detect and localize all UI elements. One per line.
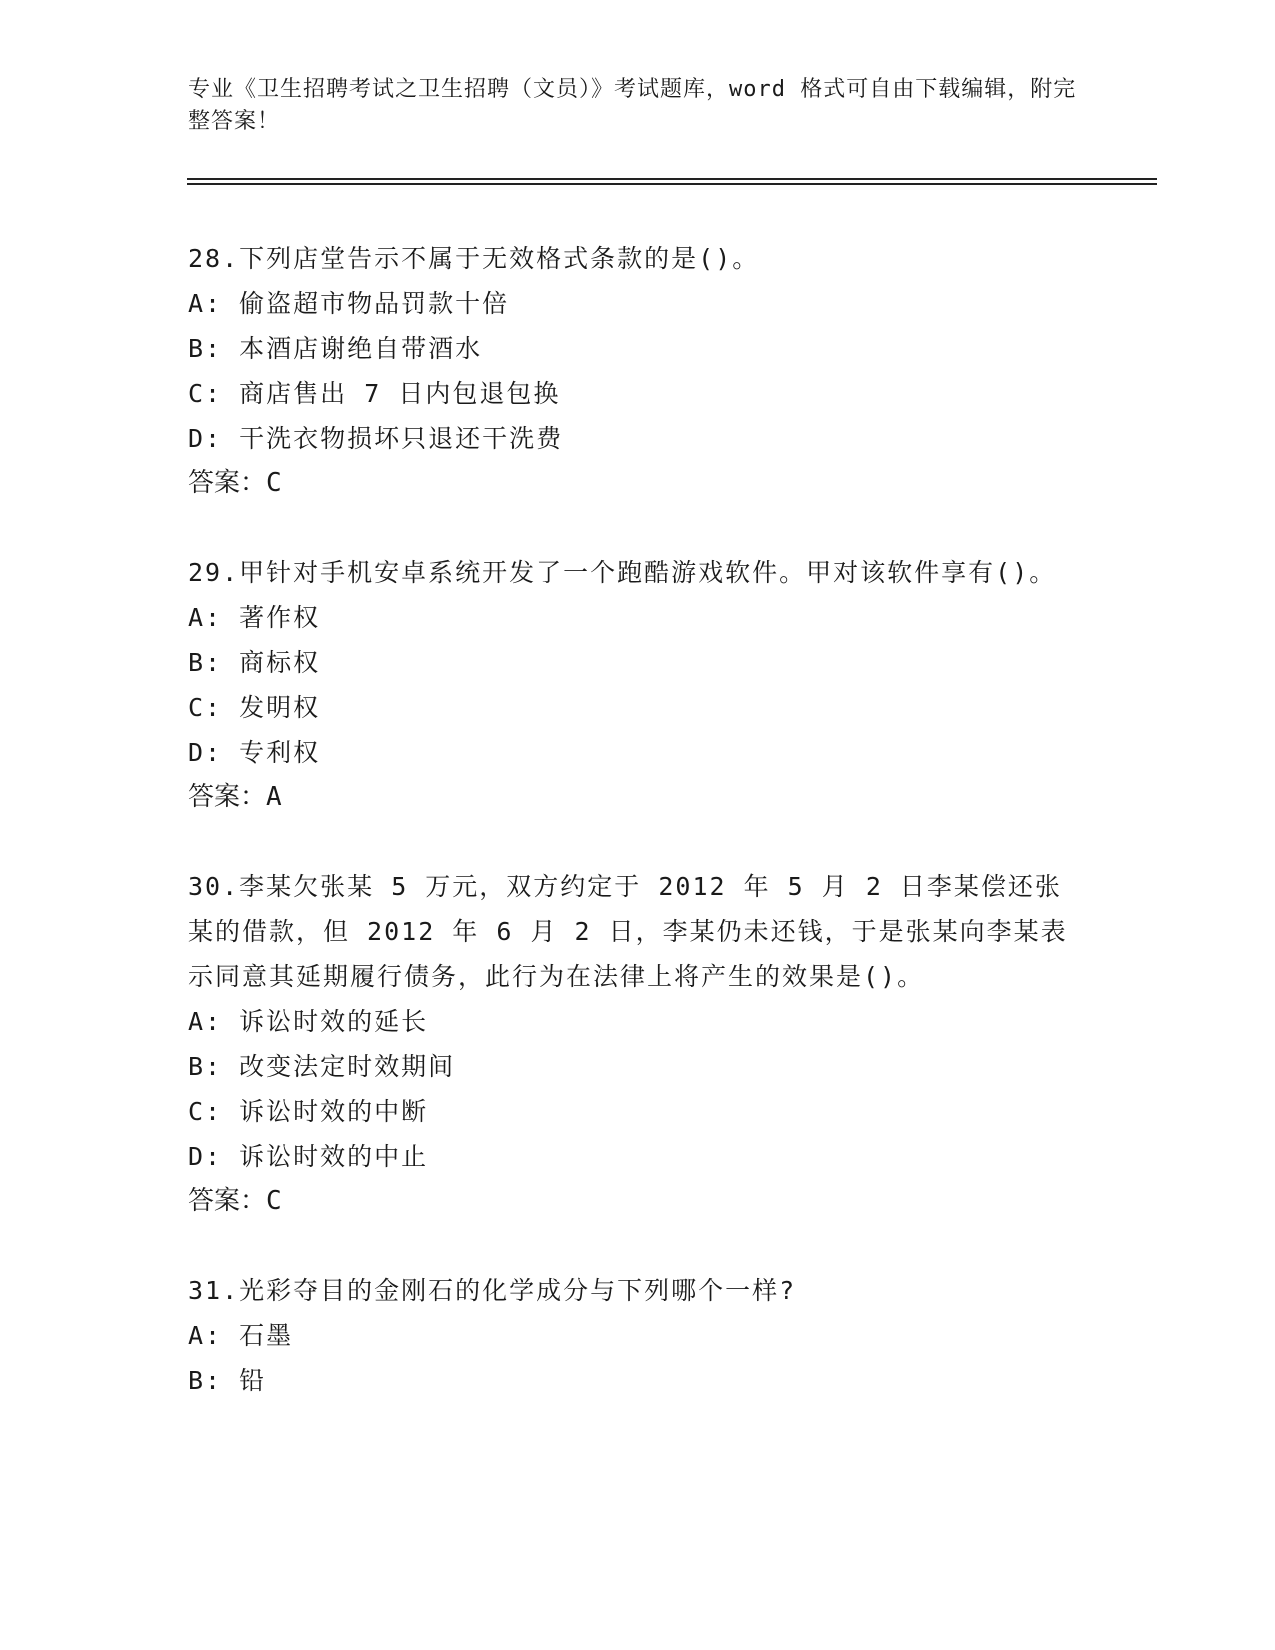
answer-line [188, 1179, 1088, 1224]
option-text: 诉讼时效的中断 [239, 1097, 429, 1126]
option-b [188, 1358, 1088, 1403]
option-text: 石墨 [239, 1321, 294, 1350]
option-label: D: [188, 424, 223, 453]
option-label: D: [188, 1142, 223, 1171]
option-text: 商店售出 7 日内包退包换 [239, 379, 561, 408]
option-text: 发明权 [239, 693, 321, 722]
option-b [188, 1044, 1088, 1089]
question-stem: 31.光彩夺目的金刚石的化学成分与下列哪个一样? [188, 1276, 797, 1305]
question-29 [188, 550, 1088, 820]
header-divider-bottom [187, 183, 1157, 185]
answer-line [188, 461, 1088, 506]
answer-value: A [266, 782, 282, 812]
question-30 [188, 864, 1088, 1224]
answer-label: 答案： [188, 468, 267, 498]
option-d [188, 416, 1088, 461]
question-list [188, 236, 1088, 1447]
answer-label: 答案： [188, 1186, 267, 1216]
option-text: 偷盗超市物品罚款十倍 [239, 289, 510, 318]
option-label: B: [188, 1052, 223, 1081]
option-label: C: [188, 693, 223, 722]
option-d [188, 730, 1088, 775]
header-divider-top [187, 178, 1157, 180]
option-text: 诉讼时效的中止 [239, 1142, 429, 1171]
option-text: 干洗衣物损坏只退还干洗费 [239, 424, 564, 453]
option-a [188, 1313, 1088, 1358]
option-text: 改变法定时效期间 [239, 1052, 456, 1081]
option-text: 专利权 [239, 738, 321, 767]
option-a [188, 999, 1088, 1044]
option-label: B: [188, 648, 223, 677]
answer-label: 答案： [188, 782, 267, 812]
option-text: 著作权 [239, 603, 321, 632]
option-label: A: [188, 603, 223, 632]
question-stem: 28.下列店堂告示不属于无效格式条款的是()。 [188, 244, 760, 273]
option-label: D: [188, 738, 223, 767]
question-stem: 30.李某欠张某 5 万元，双方约定于 2012 年 5 月 2 日李某偿还张某的借款，但 2012 年 6 月 2 日，李某仍未还钱，于是张某向李某表示同意其延期履行债务，此行为在法律上将产生的效果是()。 [188, 872, 1068, 991]
option-label: B: [188, 1366, 223, 1395]
option-label: C: [188, 379, 223, 408]
option-c [188, 685, 1088, 730]
option-label: A: [188, 1321, 223, 1350]
option-b [188, 640, 1088, 685]
option-d [188, 1134, 1088, 1179]
document-header: 专业《卫生招聘考试之卫生招聘（文员）》考试题库，word 格式可自由下载编辑，附完整答案！ [188, 77, 1077, 134]
option-label: B: [188, 334, 223, 363]
option-c [188, 371, 1088, 416]
question-31 [188, 1268, 1088, 1403]
option-a [188, 595, 1088, 640]
answer-value: C [266, 1186, 282, 1216]
option-b [188, 326, 1088, 371]
option-text: 商标权 [239, 648, 321, 677]
answer-line [188, 775, 1088, 820]
option-text: 本酒店谢绝自带酒水 [239, 334, 483, 363]
option-text: 铅 [239, 1366, 267, 1395]
question-28 [188, 236, 1088, 506]
option-label: C: [188, 1097, 223, 1126]
option-label: A: [188, 289, 223, 318]
answer-value: C [266, 468, 282, 498]
option-c [188, 1089, 1088, 1134]
option-label: A: [188, 1007, 223, 1036]
option-a [188, 281, 1088, 326]
question-stem: 29.甲针对手机安卓系统开发了一个跑酷游戏软件。甲对该软件享有()。 [188, 558, 1057, 587]
option-text: 诉讼时效的延长 [239, 1007, 429, 1036]
